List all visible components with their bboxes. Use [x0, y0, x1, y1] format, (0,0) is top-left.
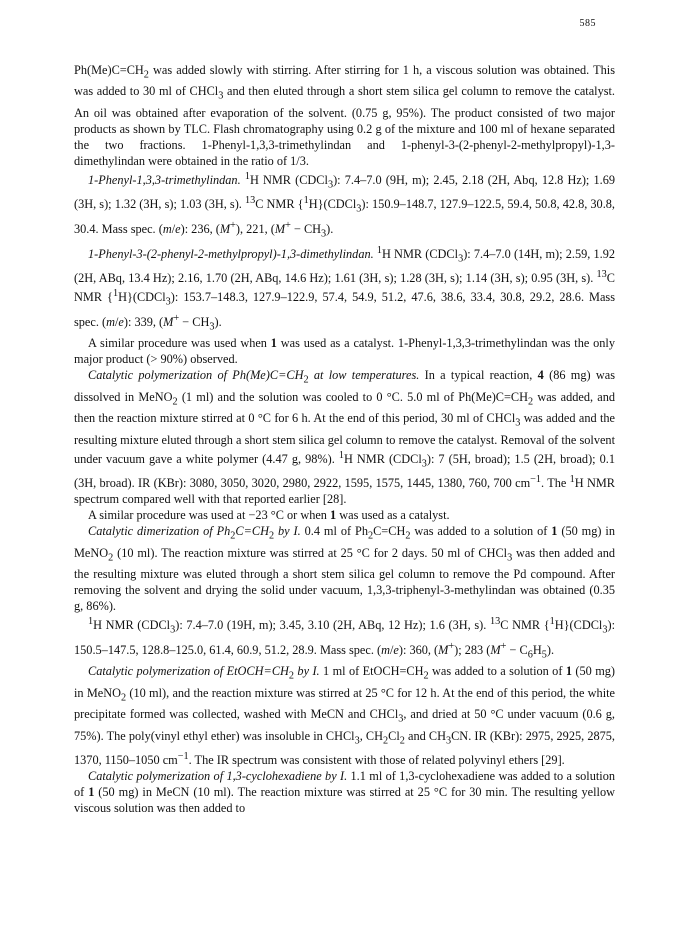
paragraph: Catalytic polymerization of $EtOCH=CH_2$ by I. 1 ml of $EtOCH=CH_2$ was added to a solution of 1 (50 mg) in MeNO$_2$ (10 ml), and the reaction mixture was stirred at 25 °C for 12 h. At the end of this period, the white precipitate formed was collected, washed with MeCN and CHCl$_3$, and dried at 50 °C under vacuum (0.6 g, 75%). The poly(vinyl ethyl ether) was insoluble in CHCl$_3$, $CH_2Cl_2$ and $CH_3CN$. IR (KBr): 2975, 2925, 2875, 1370, 1150–1050 $cm^{-1}$. The IR spectrum was consistent with those of related polyvinyl ethers [29]. [74, 664, 616, 768]
paragraph: $Ph(Me)C=CH_2$ was added slowly with stirring. After stirring for 1 h, a viscous solution was obtained. This was added to 30 ml of CHCl$_3$ and then eluted through a short stem silica gel column to remove the catalyst. An oil was obtained after evaporation of the solvent. (0.75 g, 95%). The product consisted of two major products as shown by TLC. Flash chromatography using 0.2 g of the mixture and 100 ml of hexane separated the two fractions. 1-Phenyl-1,3,3-trimethylindan and 1-phenyl-3-(2-phenyl-2-methylpropyl)-1,3-dimethylindan were obtained in the ratio of 1/3. [74, 63, 615, 168]
compound-heading: 1-Phenyl-1,3,3-trimethylindan. [88, 173, 241, 187]
paragraph: 1-Phenyl-3-(2-phenyl-2-methylpropyl)-1,3-dimethylindan. $^1$H NMR (CDCl$_3$): 7.4–7.0 (14H, m); 2.59, 1.92 (2H, ABq, 13.4 Hz); 2.16, 1.70 (2H, ABq, 14.6 Hz); 1.61 (3H, s); 1.28 (3H, s); 1.14 (3H, s); 0.95 (3H, s). $^{13}$C NMR {$^1$H}(CDCl$_3$): 153.7–148.3, 127.9–122.9, 57.4, 54.9, 51.2, 47.6, 38.6, 33.4, 30.8, 29.2, 28.6. Mass spec. (m/e): 339, $(M^+ - CH_3)$. [74, 244, 616, 333]
compound-heading: 1-Phenyl-3-(2-phenyl-2-methylpropyl)-1,3-dimethylindan. [88, 246, 374, 261]
paragraph: $^1$H NMR (CDCl$_3$): 7.4–7.0 (19H, m); 3.45, 3.10 (2H, ABq, 12 Hz); 1.6 (3H, s). $^{13}$C NMR {$^1$H}(CDCl$_3$): 150.5–147.5, 128.8–125.0, 61.4, 60.9, 51.2, 28.9. Mass spec. (m/e): 360, (M+); 283 $(M^+ - C_6H_5)$. [74, 616, 615, 661]
paragraph: A similar procedure was used at −23 °C or when 1 was used as a catalyst. [88, 508, 450, 523]
paragraph: A similar procedure was used when 1 was used as a catalyst. 1-Phenyl-1,3,3-trimethylindan was the only major product (> 90%) observed. [74, 336, 615, 367]
section-heading: Catalytic polymerization of 1,3-cyclohexadiene by I. [88, 769, 348, 784]
section-heading: Catalytic polymerization of Ph(Me)C=CH [88, 368, 304, 383]
paragraph: Catalytic polymerization of $Ph(Me)C=CH_2$ at low temperatures. In a typical reaction, 4 (86 mg) was dissolved in MeNO$_2$ (1 ml) and the solution was cooled to 0 °C. 5.0 ml of $Ph(Me)C=CH_2$ was added, and then the reaction mixture stirred at 0 °C for 6 h. At the end of this period, 30 ml of CHCl$_3$ was added and the resulting mixture eluted through a short stem silica gel column to remove the catalyst. Removal of the solvent under vacuum gave a white polymer (4.47 g, 98%). $^1$H NMR (CDCl$_3$): 7 (5H, broad); 1.5 (2H, broad); 0.1 (3H, broad). IR (KBr): 3080, 3050, 3020, 2980, 2922, 1595, 1575, 1445, 1380, 760, 700 $cm^{-1}$. The $^1$H NMR spectrum compared well with that reported earlier [28]. [74, 368, 616, 507]
page-number: 585 [579, 18, 596, 29]
paragraph: Catalytic polymerization of 1,3-cyclohexadiene by I. 1.1 ml of 1,3-cyclohexadiene was added to a solution of 1 (50 mg) in MeCN (10 ml). The reaction mixture was stirred at 25 °C for 30 min. The resulting yellow viscous solution was then added to [74, 769, 615, 816]
paragraph: 1-Phenyl-1,3,3-trimethylindan. $^1$H NMR (CDCl$_3$): 7.4–7.0 (9H, m); 2.45, 2.18 (2H, Abq, 12.8 Hz); 1.69 (3H, s); 1.32 (3H, s); 1.03 (3H, s). $^{13}$C NMR {$^1$H}(CDCl$_3$): 150.9–148.7, 127.9–122.5, 59.4, 50.8, 42.8, 30.8, 30.4. Mass spec. (m/e): 236, (M+), 221, $(M^+ - CH_3)$. [74, 170, 616, 240]
paragraph: Catalytic dimerization of $Ph_2C=CH_2$ by I. 0.4 ml of $Ph_2C=CH_2$ was added to a solution of 1 (50 mg) in MeNO$_2$ (10 ml). The reaction mixture was stirred at 25 °C for 2 days. 50 ml of CHCl$_3$ was then added and the resulting mixture was eluted through a short stem silica gel column to remove the Pd compound. After removing the solvent and drying the solid under vacuum, 1,3,3-triphenyl-3-methylindan was obtained (0.35 g, 86%). [74, 524, 615, 614]
section-heading: Catalytic polymerization of EtOCH=CH [88, 664, 289, 679]
article-body [74, 62, 615, 816]
section-heading: Catalytic dimerization of Ph [88, 524, 231, 539]
